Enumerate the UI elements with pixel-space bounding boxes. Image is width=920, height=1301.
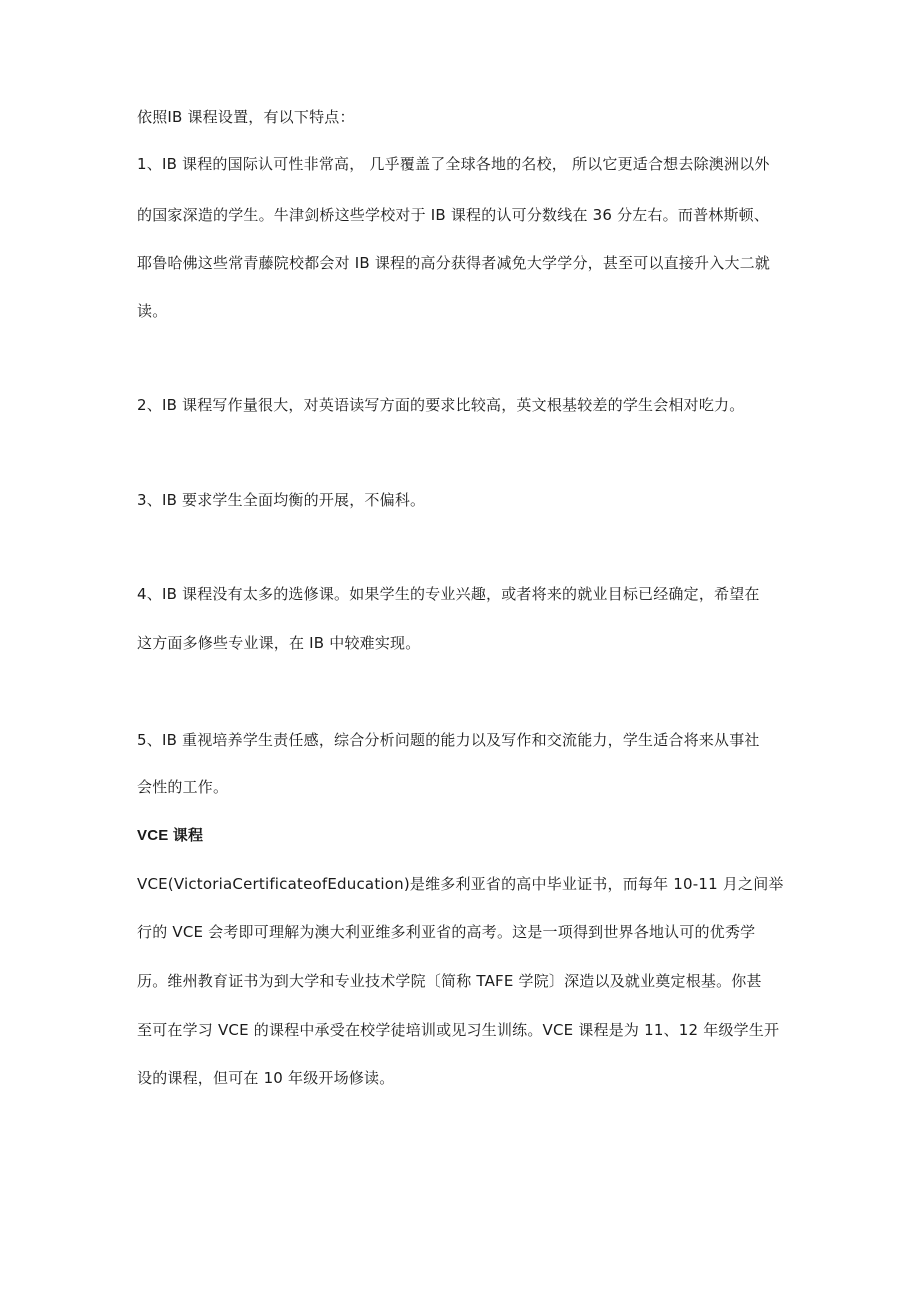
point-1-line-3: 耶鲁哈佛这些常青藤院校都会对 IB 课程的高分获得者减免大学学分，甚至可以直接升入大二就 xyxy=(137,254,771,272)
vce-line-4: 至可在学习 VCE 的课程中承受在校学徒培训或见习生训练。VCE 课程是为 11、12 年级学生开 xyxy=(137,1021,780,1039)
point-1-line-1: 1、IB 课程的国际认可性非常高， 几乎覆盖了全球各地的名校， 所以它更适合想去除澳洲以外 xyxy=(137,155,770,173)
point-5-line-1: 5、IB 重视培养学生责任感，综合分析问题的能力以及写作和交流能力，学生适合将来从事社 xyxy=(137,731,760,749)
point-1-line-4: 读。 xyxy=(137,302,168,320)
point-4-line-2: 这方面多修些专业课，在 IB 中较难实现。 xyxy=(137,634,421,652)
point-4-line-1: 4、IB 课程没有太多的选修课。如果学生的专业兴趣，或者将来的就业目标已经确定，希望在 xyxy=(137,585,760,603)
vce-line-3: 历。维州教育证书为到大学和专业技术学院〔简称 TAFE 学院〕深造以及就业奠定根基。你甚 xyxy=(137,972,762,990)
vce-line-2: 行的 VCE 会考即可理解为澳大利亚维多利亚省的高考。这是一项得到世界各地认可的优秀学 xyxy=(137,923,756,941)
point-1-line-2: 的国家深造的学生。牛津剑桥这些学校对于 IB 课程的认可分数线在 36 分左右。而普林斯顿、 xyxy=(137,206,770,224)
intro-line: 依照IB 课程设置，有以下特点： xyxy=(137,108,355,126)
vce-heading: VCE 课程 xyxy=(137,827,204,844)
point-5-line-2: 会性的工作。 xyxy=(137,778,229,796)
point-3-line-1: 3、IB 要求学生全面均衡的开展，不偏科。 xyxy=(137,491,426,509)
vce-line-1: VCE(VictoriaCertificateofEducation)是维多利亚省的高中毕业证书，而每年 10-11 月之间举 xyxy=(137,875,784,893)
point-2-line-1: 2、IB 课程写作量很大，对英语读写方面的要求比较高，英文根基较差的学生会相对吃力。 xyxy=(137,396,745,414)
vce-line-5: 设的课程，但可在 10 年级开场修读。 xyxy=(137,1069,395,1087)
